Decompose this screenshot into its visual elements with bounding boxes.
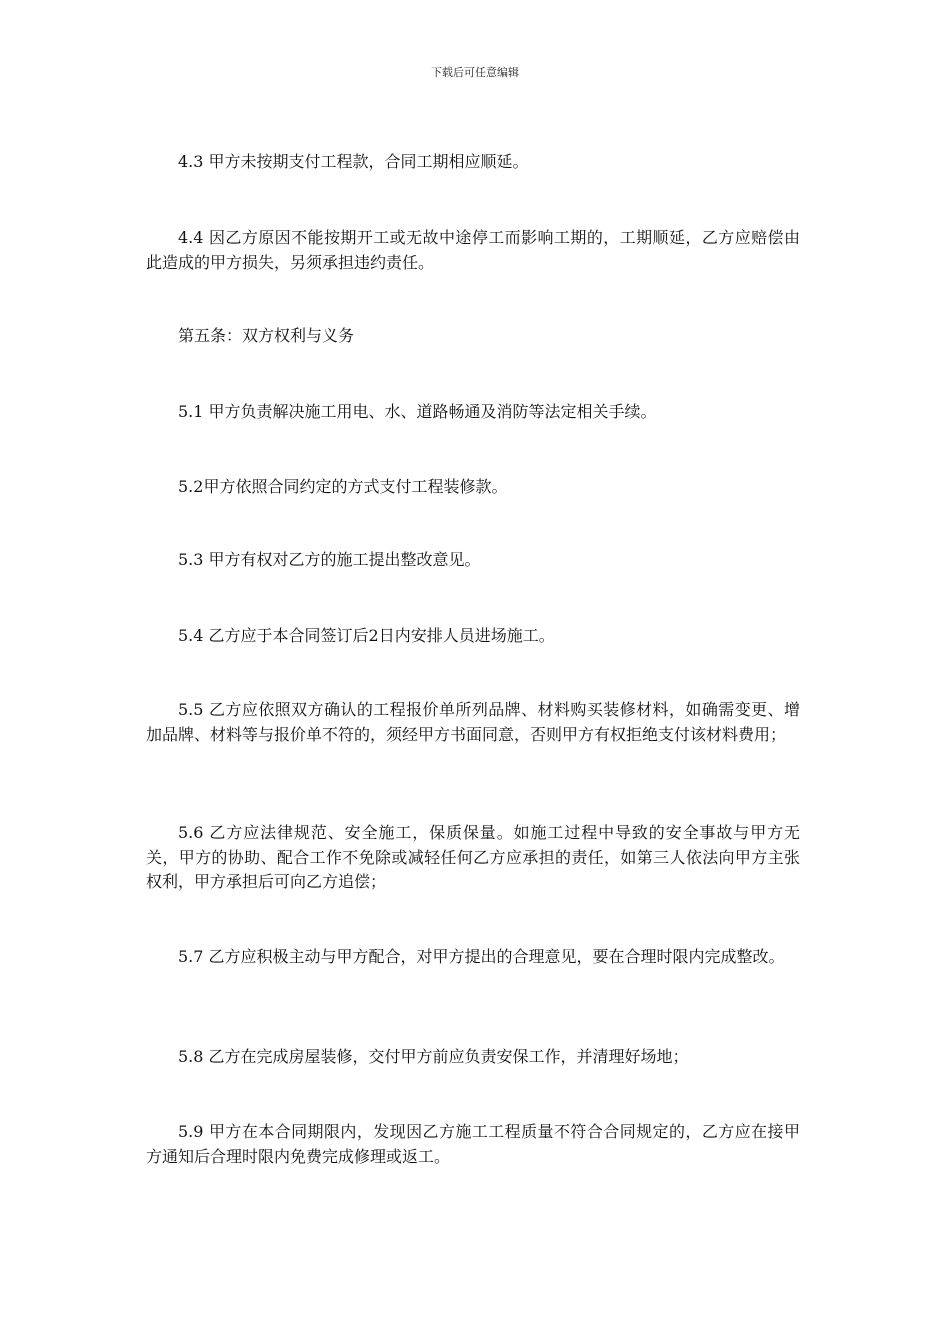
clause-4-4: 4.4 因乙方原因不能按期开工或无故中途停工而影响工期的，工期顺延，乙方应赔偿由此造成的甲方损失，另须承担违约责任。 [146, 228, 800, 272]
clause-5-1: 5.1 甲方负责解决施工用电、水、道路畅通及消防等法定相关手续。 [178, 402, 657, 421]
clause-5-6: 5.6 乙方应法律规范、安全施工，保质保量。如施工过程中导致的安全事故与甲方无关，甲方的协助、配合工作不免除或减轻任何乙方应承担的责任，如第三人依法向甲方主张权利，甲方承担后可向乙方追偿； [146, 823, 800, 891]
clause-5-2: 5.2甲方依照合同约定的方式支付工程装修款。 [178, 477, 508, 496]
article-5-heading: 第五条：双方权利与义务 [178, 326, 355, 345]
clause-5-7: 5.7 乙方应积极主动与甲方配合，对甲方提出的合理意见，要在合理时限内完成整改。 [178, 947, 785, 966]
clause-5-8: 5.8 乙方在完成房屋装修，交付甲方前应负责安保工作，并清理好场地； [178, 1047, 689, 1066]
clause-5-9: 5.9 甲方在本合同期限内，发现因乙方施工工程质量不符合合同规定的，乙方应在接甲方通知后合理时限内免费完成修理或返工。 [146, 1122, 800, 1166]
header-note: 下载后可任意编辑 [431, 66, 519, 79]
clause-4-3: 4.3 甲方未按期支付工程款，合同工期相应顺延。 [178, 152, 529, 171]
clause-5-5: 5.5 乙方应依照双方确认的工程报价单所列品牌、材料购买装修材料，如确需变更、增加品牌、材料等与报价单不符的，须经甲方书面同意，否则甲方有权拒绝支付该材料费用； [146, 700, 800, 744]
clause-5-4: 5.4 乙方应于本合同签订后2日内安排人员进场施工。 [178, 626, 555, 645]
clause-5-3: 5.3 甲方有权对乙方的施工提出整改意见。 [178, 550, 481, 569]
